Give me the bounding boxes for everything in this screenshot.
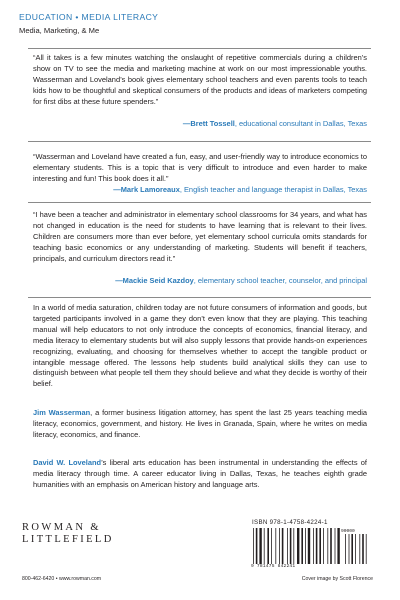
barcode-bar [327,528,328,564]
divider [28,297,371,298]
endorser-name: —Brett Tossell [182,119,235,128]
author-name: Jim Wasserman [33,408,91,417]
quote-text: “I have been a teacher and administrator in elementary school classrooms for 34 years, and what has not changed in education is the need for students to have learning that is relevant to their lives. Children are consumers more than ever before, yet elementary school curricula omits standards for teaching basic economics or any understanding of marketing. Students will benefit if teachers, principals, and curriculum directors read it.” [33,210,367,263]
author-bio [33,408,367,441]
barcode-bar [323,528,324,564]
barcode-bar [279,528,280,564]
quote-text: “Wasserman and Loveland have created a fun, easy, and user-friendly way to introduce economics to elementary students. This is a topic that is very difficult to introduce and even harder to make interesting and fun! This book does it all.” [33,152,367,183]
author-bio-text: ’s liberal arts education has been instrumental in understanding the effects of media literacy through time. A career educator living in Dallas, Texas, he teaches eighth grade humanities with an emphasis on American history and language arts. [33,458,367,489]
publisher-logo [22,522,132,546]
category-label: EDUCATION • MEDIA LITERACY [19,12,159,22]
quote-attribution [33,185,367,196]
barcode-bar [366,534,367,564]
book-subtitle: Media, Marketing, & Me [19,26,100,35]
divider [28,48,371,49]
barcode-bar [330,528,332,564]
barcode-bar [349,534,350,564]
barcode-bar [362,534,364,564]
barcode-bar [259,528,261,564]
isbn-barcode [249,518,373,574]
endorser-role: , educational consultant in Dallas, Texas [234,119,367,128]
quote-attribution [33,276,367,287]
barcode-bar [293,528,294,564]
barcode-bar [267,528,269,564]
barcode-bar [297,528,299,564]
isbn-number: ISBN 978-1-4758-4224-1 [252,519,328,526]
barcode-bar [264,528,265,564]
book-description: In a world of media saturation, children today are not future consumers of information and goods, but targeted participants involved in a game they don’t even know that they are playing. This teaching manual will help educators to not only introduce the concepts of economics, financial literacy, and media literacy to elementary students but will also supply lessons that provide hands-on experiences recognizing, evaluating, and choosing for themselves whether to accept the tangible product or intangible message offered. The lessons help students build analytical skills they can use to distinguish between what people tell them they should believe and what they decide is worthy of their belief. [33,303,367,389]
endorser-name: —Mackie Seid Kazdoy [115,276,194,285]
publisher-name-line1: ROWMAN & [22,522,101,533]
price-code: 90000 [341,529,355,534]
barcode-bar [308,528,310,564]
endorsement-quote [33,210,367,265]
barcode-bar [282,528,284,564]
barcode-bar [287,528,288,564]
author-bio-text: , a former business litigation attorney, has spent the last 25 years teaching media literacy, economics, government, and history. He lives in Granada, Spain, where he writes on media literacy, economics, and finance. [33,408,367,439]
barcode-bar [337,528,339,564]
author-name: David W. Loveland [33,458,102,467]
barcode-bar [313,528,314,564]
endorsement-quote [33,152,367,185]
publisher-name-line2: LITTLEFIELD [22,534,114,545]
endorser-role: , English teacher and language therapist in Dallas, Texas [179,185,367,194]
barcode-icon [253,528,369,564]
barcode-bar [319,528,321,564]
divider [28,202,371,203]
barcode-bar [359,534,360,564]
barcode-bar [275,528,276,564]
quote-attribution [33,119,367,130]
barcode-bar [305,528,306,564]
barcode-bar [355,534,356,564]
author-bio [33,458,367,491]
barcode-bar [316,528,318,564]
barcode-bar [351,534,353,564]
cover-credit: Cover image by Scott Florence [301,576,373,582]
barcode-bar [253,528,254,564]
barcode-bar [256,528,258,564]
endorsement-quote [33,53,367,108]
barcode-bar [290,528,292,564]
barcode-bar [335,528,336,564]
endorser-name: —Mark Lamoreaux [113,185,180,194]
divider [28,141,371,142]
quote-text: “All it takes is a few minutes watching the onslaught of repetitive commercials during a children’s show on TV to see the media and marketing machine at work on our most impressionable youths. Wasserman and Loveland’s book gives elementary school teachers and even parents tools to teach kids how to be thoughtful and skeptical consumers of the products and ideas of marketers competing for first dibs at these future spenders.” [33,53,367,106]
barcode-bar [345,534,346,564]
publisher-contact: 800-462-6420 • www.rowman.com [22,576,102,582]
endorser-role: , elementary school teacher, counselor, and principal [193,276,367,285]
barcode-digits: 9 781475 842241 [251,564,296,569]
barcode-bar [301,528,303,564]
barcode-bar [271,528,272,564]
